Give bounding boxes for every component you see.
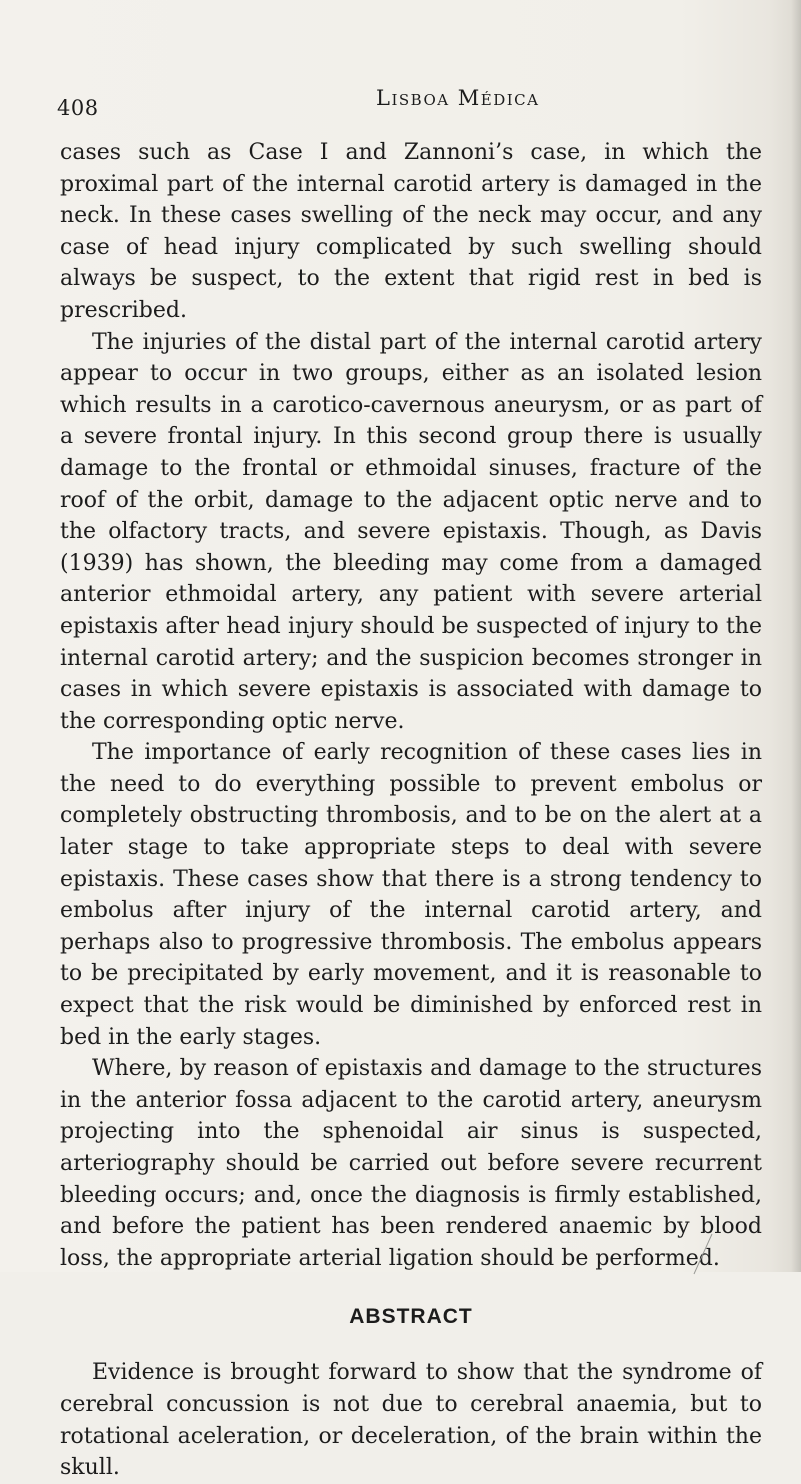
paragraph-2: The injuries of the distal part of the internal carotid artery appear to occur in two groups, either as an isolated lesion which results in a carotico-cavernous aneurysm, or as part of a severe frontal injury. In this second group there is usually damage to the frontal or ethmoidal sinuses, fracture of the roof of the orbit, damage to the adjacent optic nerve and to the olfactory tracts, and severe epistaxis. Though, as Davis (1939) has shown, the bleeding may come from a damaged anterior ethmoidal artery, any patient with severe arterial epistaxis after head injury should be suspected of injury to the internal carotid artery; and the suspicion becomes stronger in cases in which severe epistaxis is associated with damage to the corresponding optic nerve. (60, 329, 762, 734)
body-text (60, 137, 762, 1484)
paragraph-1: cases such as Case I and Zannoni’s case, in which the proximal part of the internal carotid artery is damaged in the neck. In these cases swelling of the neck may occur, and any case of head injury complicated by such swelling should always be suspect, to the extent that rigid rest in bed is prescribed. (60, 140, 762, 323)
paragraph-4: Where, by reason of epistaxis and damage to the structures in the anterior fossa adjacent to the carotid artery, aneurysm projecting into the sphenoidal air sinus is suspected, arteriography should be carried out before severe recurrent bleeding occurs; and, once the diagnosis is firmly established, and before the patient has been rendered anaemic by blood loss, the appropriate arterial ligation should be performed. (60, 1056, 762, 1271)
page-header (57, 86, 757, 126)
page-number: 408 (57, 96, 99, 120)
paragraph-3: The importance of early recognition of these cases lies in the need to do everything possible to prevent embolus or completely obstructing thrombosis, and to be on the alert at a later stage to take appropriate steps to deal with severe epistaxis. These cases show that there is a strong tendency to embolus after injury of the internal carotid artery, and perhaps also to progressive thrombosis. The embolus appears to be precipitated by early movement, and it is reasonable to expect that the risk would be diminished by enforced rest in bed in the early stages. (60, 740, 762, 1050)
running-title: Lisboa Médica (376, 86, 540, 110)
page-edge-shadow (791, 0, 801, 1272)
abstract-heading: ABSTRACT (349, 1305, 473, 1329)
abstract-text: Evidence is brought forward to show that the syndrome of cerebral concussion is not due to cerebral anaemia, but to rotational aceleration, or deceleration, of the brain within the skull. (60, 1360, 762, 1481)
pencil-mark (694, 1234, 716, 1235)
